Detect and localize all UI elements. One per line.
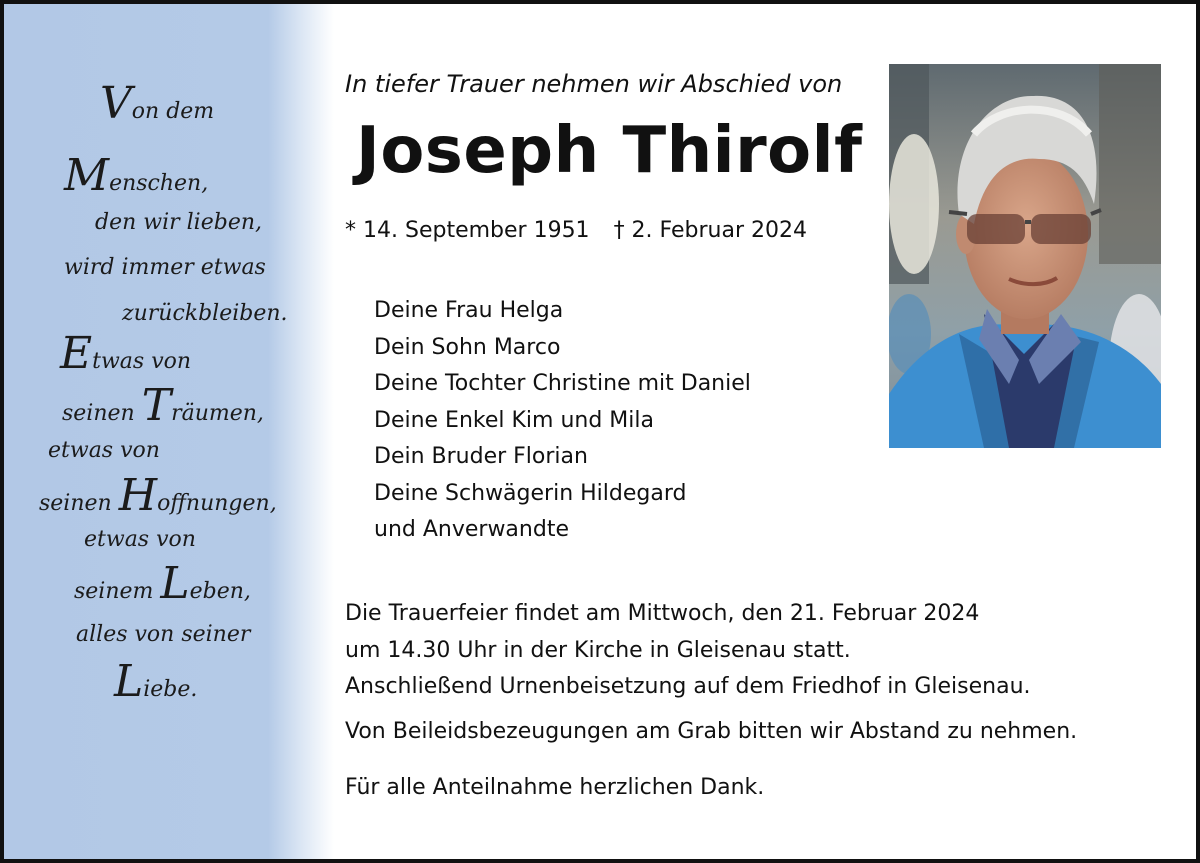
service-info xyxy=(345,596,1031,706)
poem-line: alles von seiner xyxy=(76,622,251,647)
poem-line: etwas von xyxy=(84,527,196,552)
family-member: Deine Schwägerin Hildegard xyxy=(374,480,687,506)
poem-line: Menschen, xyxy=(64,150,209,201)
service-line: Anschließend Urnenbeisetzung auf dem Friedhof in Gleisenau. xyxy=(345,674,1031,699)
poem-line: etwas von xyxy=(48,438,160,463)
poem-line: den wir lieben, xyxy=(95,210,262,235)
service-line: Die Trauerfeier findet am Mittwoch, den 21. Februar 2024 xyxy=(345,601,980,626)
portrait-photo xyxy=(889,64,1161,448)
family-member: und Anverwandte xyxy=(374,517,569,542)
family-member: Dein Bruder Florian xyxy=(374,444,588,469)
service-line: um 14.30 Uhr in der Kirche in Gleisenau statt. xyxy=(345,637,851,663)
poem-line: seinen Hoffnungen, xyxy=(39,470,277,521)
thanks-note: Für alle Anteilnahme herzlichen Dank. xyxy=(345,775,765,800)
portrait-illustration xyxy=(889,64,1161,448)
poem-line: zurückbleiben. xyxy=(122,301,288,326)
family-member: Deine Tochter Christine mit Daniel xyxy=(374,371,751,396)
family-list xyxy=(374,293,751,549)
poem-line: wird immer etwas xyxy=(64,255,266,280)
poem-line: Liebe. xyxy=(114,656,198,707)
main-content xyxy=(4,4,1200,859)
intro-text: In tiefer Trauer nehmen wir Abschied von xyxy=(345,70,843,98)
life-dates xyxy=(345,218,807,243)
family-member: Dein Sohn Marco xyxy=(374,334,561,360)
poem-line: seinem Leben, xyxy=(74,558,251,609)
poem-line: seinen Träumen, xyxy=(62,380,264,431)
death-date: † 2. Februar 2024 xyxy=(613,218,807,243)
family-member: Deine Frau Helga xyxy=(374,298,564,323)
deceased-name: Joseph Thirolf xyxy=(356,114,863,188)
family-member: Deine Enkel Kim und Mila xyxy=(374,407,654,433)
condolence-note: Von Beileidsbezeugungen am Grab bitten wir Abstand zu nehmen. xyxy=(345,719,1078,744)
poem-line: Von dem xyxy=(100,78,215,129)
birth-date: * 14. September 1951 xyxy=(345,218,590,243)
poem-line: Etwas von xyxy=(60,328,192,379)
